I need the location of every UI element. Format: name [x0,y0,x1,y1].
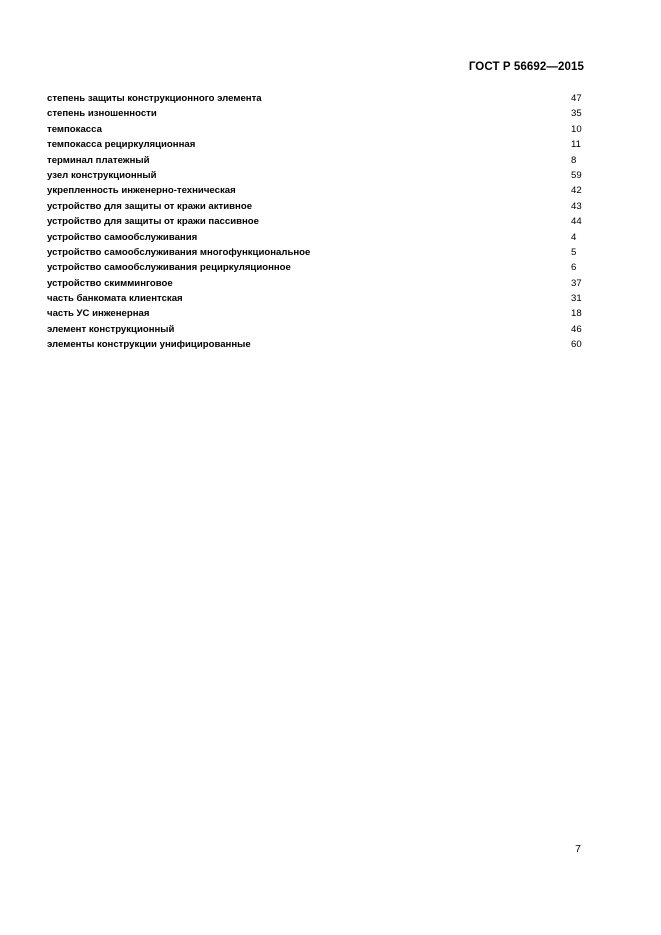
index-entry [47,91,583,106]
index-term: устройство самообслуживания рециркуляционное [47,262,291,274]
index-entry [47,168,583,183]
index-entry [47,260,583,275]
index-entry [47,106,583,121]
index-page-reference: 5 [571,246,577,258]
index-term: устройство самообслуживания [47,231,198,243]
index-entry [47,291,583,306]
index-term: элемент конструкционный [47,323,175,335]
index-entry [47,137,583,152]
index-entry [47,276,583,291]
index-page-reference: 47 [571,93,582,104]
index-entry [47,245,583,260]
index-page-reference: 4 [571,231,577,243]
index-page-reference: 6 [571,262,577,274]
page-number: 7 [575,843,581,855]
index-entry [47,199,583,214]
index-term: элементы конструкции унифицированные [47,339,251,351]
index-page-reference: 31 [571,293,582,305]
index-term: устройство самообслуживания многофункциональное [47,246,311,258]
index-term: узел конструкционный [47,169,157,181]
alphabetical-index [47,91,583,353]
index-page-reference: 43 [571,200,582,212]
index-page-reference: 10 [571,123,582,135]
index-page-reference: 11 [571,139,581,151]
index-entry [47,214,583,229]
index-term: степень защиты конструкционного элемента [47,93,262,104]
index-term: темпокасса рециркуляционная [47,139,196,151]
index-page-reference: 37 [571,277,582,289]
index-term: укрепленность инженерно-техническая [47,185,236,197]
index-entry [47,337,583,352]
index-entry [47,322,583,337]
document-header: ГОСТ Р 56692—2015 [468,61,584,73]
index-entry [47,306,583,321]
index-term: темпокасса [47,123,102,135]
index-page-reference: 60 [571,339,582,351]
index-term: часть УС инженерная [47,308,150,320]
index-term: терминал платежный [47,154,150,166]
index-entry [47,230,583,245]
index-page-reference: 59 [571,169,582,181]
index-entry [47,153,583,168]
index-page-reference: 35 [571,108,582,120]
index-term: степень изношенности [47,108,157,120]
index-page-reference: 44 [571,216,582,228]
index-term: часть банкомата клиентская [47,293,183,305]
index-page-reference: 42 [571,185,582,197]
index-page-reference: 46 [571,323,582,335]
index-term: устройство для защиты от кражи активное [47,200,253,212]
index-term: устройство для защиты от кражи пассивное [47,216,259,228]
index-entry [47,122,583,137]
index-entry [47,183,583,198]
index-page-reference: 18 [571,308,582,320]
index-page-reference: 8 [571,154,577,166]
index-term: устройство скимминговое [47,277,173,289]
